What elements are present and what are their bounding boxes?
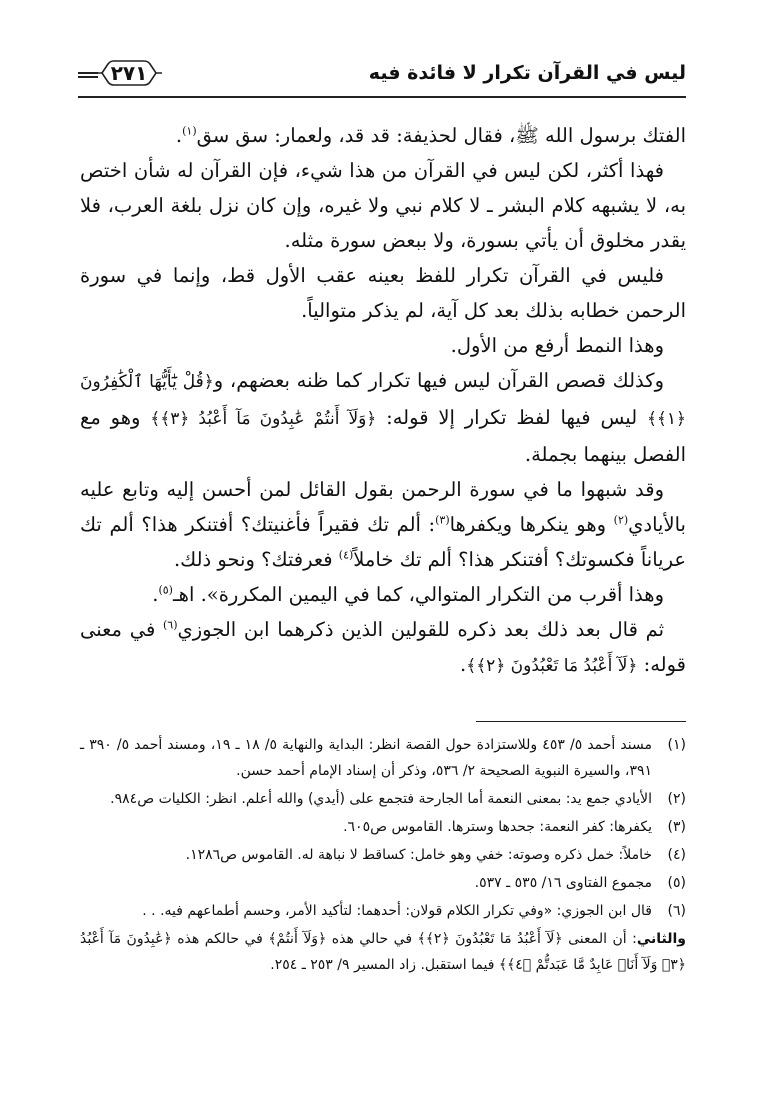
footnote-cont-text-a: : أن المعنى [562,931,637,947]
footnote-item [80,814,686,840]
footnote-number: (٤) [667,847,686,863]
footnote-item [80,786,686,812]
running-title: ليس في القرآن تكرار لا فائدة فيه [368,62,686,84]
footnote-item [80,870,686,896]
paragraph-5-text-a: وكذلك قصص القرآن ليس فيها تكرار كما ظنه بعضهم، و [213,369,664,392]
footnote-ref-6[interactable]: (٦) [162,618,178,632]
paragraph-6-text-d: فعرفتك؟ ونحو ذلك. [173,548,339,571]
paragraph-6-text-c: : ألم تك فقيراً فأغنيتك؟ أفتنكر هذا؟ ألم تك عرياناً فكسوتك؟ أفتنكر هذا؟ ألم تك خاملاً [80,513,686,571]
footnote-ref-3[interactable]: (٣) [435,513,450,527]
paragraph-8-end: . [460,653,467,676]
paragraph-6-text-b: وهو ينكرها ويكفرها [449,513,614,536]
paragraph-6 [80,472,686,577]
header-rule [78,96,686,98]
footnote-ref-1[interactable]: (١) [182,124,197,138]
footnote-ref-5[interactable]: (٥) [158,583,173,597]
footnote-text: خاملاً: خمل ذكره وصوته: خفي وهو خامل: كساقط لا نباهة له. القاموس ص١٢٨٦. [185,847,652,863]
footnote-text: قال ابن الجوزي: «وفي تكرار الكلام قولان: أحدهما: لتأكيد الأمر، وحسم أطماعهم فيه. . . [142,903,652,919]
footnote-cont-text-b: في حالي هذه [326,931,418,947]
page-header [78,58,686,98]
paragraph-1 [80,118,686,153]
footnote-cont-text-d: فيما استقبل. زاد المسير ٩/ ٢٥٣ ـ ٢٥٤. [270,957,499,973]
paragraph-7-end: . [152,583,159,606]
paragraph-2: فهذا أكثر، لكن ليس في القرآن من هذا شيء، فإن القرآن له شأن اختص به، لا يشبهه كلام البشر ـ لا كلام نبي ولا غيره، وإن كان نزل بلغة العرب، فلا يقدر مخلوق أن يأتي بسورة، ولا ببعض سورة مثله. [80,159,686,252]
footnote-cont-text-c: في حالكم هذه [171,931,269,947]
page-number-badge [96,58,162,88]
paragraph-1-end: . [175,124,183,147]
footnote-separator [476,721,686,722]
footnote-cont-verse-1: ﴿لَآ أَعْبُدُ مَا تَعْبُدُونَ ﴿٢﴾﴾ [417,931,563,947]
footnote-number: (٥) [667,875,686,891]
main-text [80,118,686,684]
paragraph-5-text-c: وهو مع الفصل بينهما بجملة. [80,406,686,466]
paragraph-5 [80,363,686,472]
footnote-item [80,732,686,784]
footnote-item [80,842,686,868]
footnote-cont-label: والثاني [636,931,686,947]
footnote-text: الأيادي جمع يد: بمعنى النعمة أما الجارحة فتجمع على (أيدي) والله أعلم. انظر: الكليات ص٩٨٤. [110,791,652,807]
footnote-cont-verse-3: ﴿عَٰبِدُونَ مَآ أَعْبُدُ ﴿٣﴾ وَلَآ أَنَا۠ عَابِدٌ مَّا عَبَدتُّمْ ﴿٤﴾﴾ [80,931,686,973]
paragraph-1-text: الفتك برسول الله ﷺ، فقال لحذيفة: قد قد، ولعمار: سق سق [196,124,686,147]
quran-verse-2: ﴿وَلَآ أَنتُمْ عَٰبِدُونَ مَآ أَعْبُدُ ﴿٣﴾﴾ [150,409,377,429]
paragraph-8 [80,612,686,684]
footnote-ref-2[interactable]: (٢) [613,513,629,527]
footnote-item [80,898,686,924]
paragraph-6-text-a: وقد شبهوا ما في سورة الرحمن بقول القائل لمن أحسن إليه وتابع عليه بالأيادي [80,478,686,536]
paragraph-5-text-b: ليس فيها لفظ تكرار إلا قوله: [376,406,647,429]
footnote-text: مجموع الفتاوى ١٦/ ٥٣٥ ـ ٥٣٧. [474,875,652,891]
footnote-continuation [80,926,686,978]
paragraph-8-text-b: في معنى قوله: [80,618,686,676]
page-number: ٢٧١ [110,61,148,85]
footnote-text: مسند أحمد ٥/ ٤٥٣ وللاستزادة حول القصة انظر: البداية والنهاية ٥/ ١٨ ـ ١٩، ومسند أحمد ٥/ ٣٩٠ ـ ٣٩١، والسيرة النبوية الصحيحة ٢/ ٥٣٦، وذكر أن إسناد الإمام أحمد حسن. [80,737,652,779]
paragraph-3: فليس في القرآن تكرار للفظ بعينه عقب الأول قط، وإنما في سورة الرحمن خطابه بذلك بعد كل آية، لم يذكر متوالياً. [80,264,686,322]
quran-verse-1: ﴿قُلْ يَٰٓأَيُّهَا ٱلْكَٰفِرُونَ ﴿١﴾﴾ [80,372,686,429]
paragraph-7 [80,577,686,612]
paragraph-7-text-a: وهذا أقرب من التكرار المتوالي، كما في اليمين المكررة». اهـ [172,583,664,606]
footnote-number: (٣) [667,819,686,835]
footnotes [80,732,686,978]
footnote-number: (٦) [667,903,686,919]
paragraph-8-text-a: ثم قال بعد ذلك بعد ذكره للقولين الذين ذكرهما ابن الجوزي [177,618,664,641]
quran-verse-3: ﴿لَآ أَعْبُدُ مَا تَعْبُدُونَ ﴿٢﴾﴾ [466,656,638,676]
footnote-ref-4[interactable]: (٤) [338,548,354,562]
footnote-text: يكفرها: كفر النعمة: جحدها وسترها. القاموس ص٦٠٥. [343,819,652,835]
paragraph-4: وهذا النمط أرفع من الأول. [450,334,664,357]
footnote-number: (١) [667,737,686,753]
footnote-cont-verse-2: ﴿وَلَآ أَنتُمْ﴾ [268,931,327,947]
footnote-number: (٢) [667,791,686,807]
header-left-rule [78,72,98,78]
